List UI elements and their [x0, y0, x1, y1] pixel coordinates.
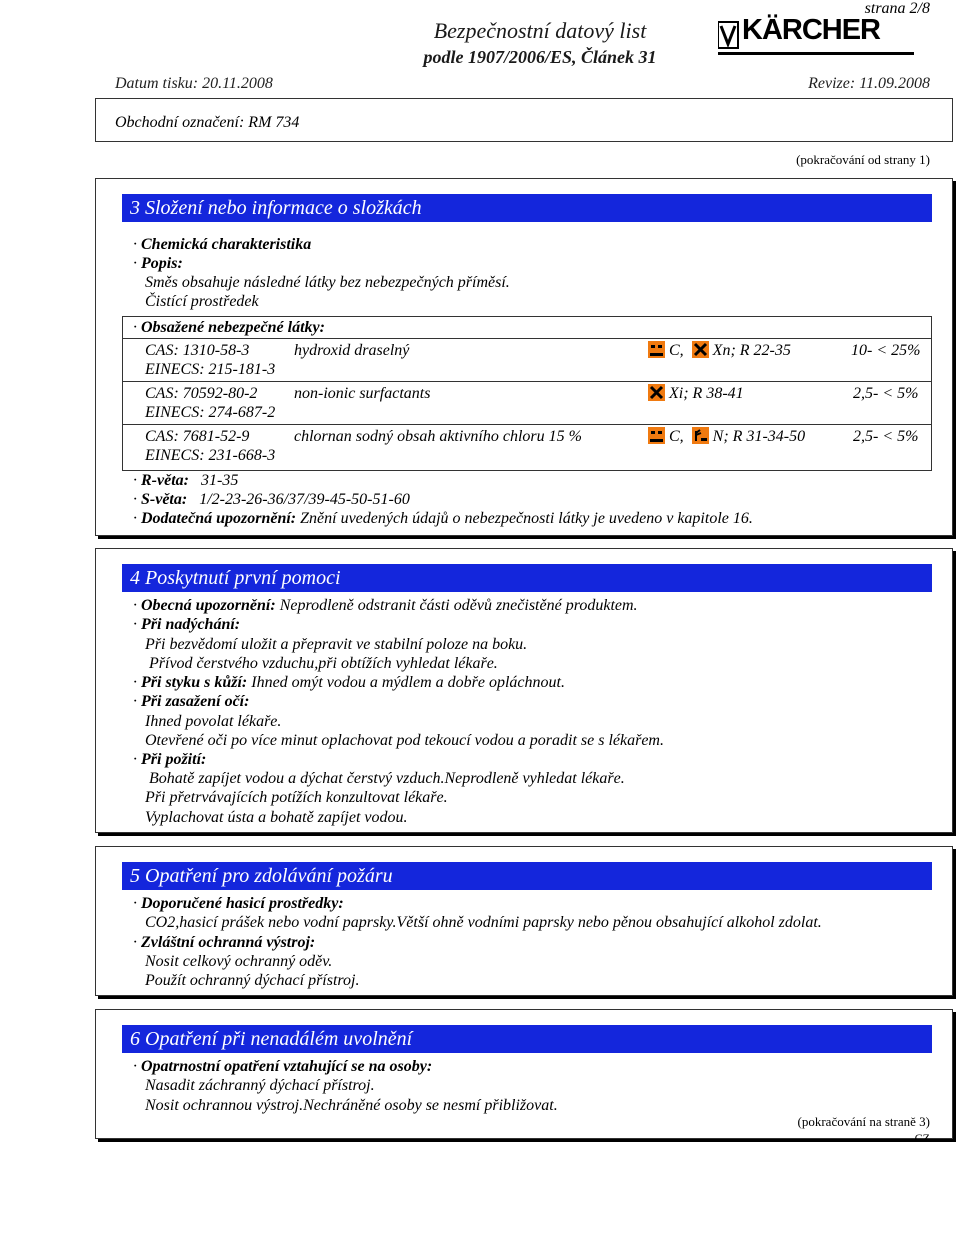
einecs-number: EINECS: 231-668-3 [145, 447, 276, 464]
trade-name: Obchodní označení: RM 734 [115, 114, 300, 131]
eye-contact-label: · Při zasažení očí: [133, 693, 250, 710]
eye-contact-text-1: Ihned povolat lékaře. [145, 713, 282, 730]
title-line-2: podle 1907/2006/ES, Článek 31 [423, 47, 657, 67]
classification: C, N; R 31-34-50 [648, 427, 805, 446]
inhalation-text-2: Přívod čerstvého vzduchu,při obtížích vyhledat lékaře. [149, 655, 498, 672]
corrosive-icon [648, 427, 665, 444]
section-6-heading: 6 Opatření při nenadálém uvolnění [122, 1025, 932, 1053]
continued-to: (pokračování na straně 3) [797, 1114, 930, 1129]
table-divider [122, 424, 932, 425]
hazardous-substances-label: · Obsažené nebezpečné látky: [133, 319, 325, 336]
skin-contact: · Při styku s kůží: Ihned omýt vodou a mýdlem a dobře opláchnout. [133, 674, 565, 691]
harmful-icon [692, 341, 709, 358]
section-5-heading: 5 Opatření pro zdolávání požáru [122, 862, 932, 890]
concentration: 10- < 25% [851, 342, 921, 359]
extinguishing-label: · Doporučené hasicí prostředky: [133, 895, 344, 912]
personal-precautions-text-2: Nosit ochrannou výstroj.Nechráněné osoby se nesmí přibližovat. [145, 1097, 558, 1114]
print-date: Datum tisku: 20.11.2008 [115, 75, 273, 92]
classification: C, Xn; R 22-35 [648, 341, 791, 360]
table-divider [122, 381, 932, 382]
description-label: · Popis: [133, 255, 183, 272]
ingestion-text-3: Vyplachovat ústa a bohatě zapíjet vodou. [145, 809, 408, 826]
irritant-icon [648, 384, 665, 401]
personal-precautions-label: · Opatrnostní opatření vztahující se na osoby: [133, 1058, 433, 1075]
ingestion-text-2: Při přetrvávajících potížích konzultovat lékaře. [145, 789, 448, 806]
language-code: CZ [914, 1131, 930, 1145]
document-title [400, 18, 680, 70]
page-number: strana 2/8 [864, 0, 930, 17]
section-3-heading: 3 Složení nebo informace o složkách [122, 194, 932, 222]
inhalation-text-1: Při bezvědomí uložit a přepravit ve stabilní poloze na boku. [145, 636, 528, 653]
protective-equipment-text-1: Nosit celkový ochranný oděv. [145, 953, 333, 970]
chem-characteristic: · Chemická charakteristika [133, 236, 312, 253]
table-divider [122, 338, 932, 339]
additional-notes: · Dodatečná upozornění: Znění uvedených údajů o nebezpečnosti látky je uvedeno v kapitole 16. [133, 510, 753, 527]
eye-contact-text-2: Otevřené oči po více minut oplachovat pod tekoucí vodou a poradit se s lékařem. [145, 732, 664, 749]
classification: Xi; R 38-41 [648, 384, 744, 403]
general-notes: · Obecná upozornění: Neprodleně odstranit části oděvů znečistěné produktem. [133, 597, 638, 614]
einecs-number: EINECS: 274-687-2 [145, 404, 276, 421]
substance-name: hydroxid draselný [294, 342, 410, 359]
corrosive-icon [648, 341, 665, 358]
revision-date: Revize: 11.09.2008 [808, 75, 930, 92]
concentration: 2,5- < 5% [853, 428, 919, 445]
s-phrases: · S-věta: 1/2-23-26-36/37/39-45-50-51-60 [133, 491, 410, 508]
ingestion-label: · Při požití: [133, 751, 207, 768]
description-text-1: Směs obsahuje následné látky bez nebezpečných příměsí. [145, 274, 510, 291]
einecs-number: EINECS: 215-181-3 [145, 361, 276, 378]
environment-icon [692, 427, 709, 444]
section-4-heading: 4 Poskytnutí první pomoci [122, 564, 932, 592]
description-text-2: Čistící prostředek [145, 293, 259, 310]
substance-name: non-ionic surfactants [294, 385, 431, 402]
inhalation-label: · Při nadýchání: [133, 616, 241, 633]
concentration: 2,5- < 5% [853, 385, 919, 402]
cas-number: CAS: 1310-58-3 [145, 342, 250, 359]
continued-from: (pokračování od strany 1) [796, 152, 930, 167]
cas-number: CAS: 7681-52-9 [145, 428, 250, 445]
r-phrases: · R-věta: 31-35 [133, 472, 239, 489]
substance-name: chlornan sodný obsah aktivního chloru 15 % [294, 428, 582, 445]
brand-name: KÄRCHER [742, 14, 880, 46]
title-line-1: Bezpečnostní datový list [433, 18, 647, 43]
extinguishing-text: CO2,hasicí prášek nebo vodní paprsky.Větší ohně vodními paprsky nebo pěnou obsahující alkohol zdolat. [145, 914, 822, 931]
cas-number: CAS: 70592-80-2 [145, 385, 258, 402]
ingestion-text-1: Bohatě zapíjet vodou a dýchat čerstvý vzduch.Neprodleně vyhledat lékaře. [149, 770, 625, 787]
protective-equipment-text-2: Použít ochranný dýchací přístroj. [145, 972, 360, 989]
personal-precautions-text-1: Nasadit záchranný dýchací přístroj. [145, 1077, 375, 1094]
protective-equipment-label: · Zvláštní ochranná výstroj: [133, 934, 316, 951]
